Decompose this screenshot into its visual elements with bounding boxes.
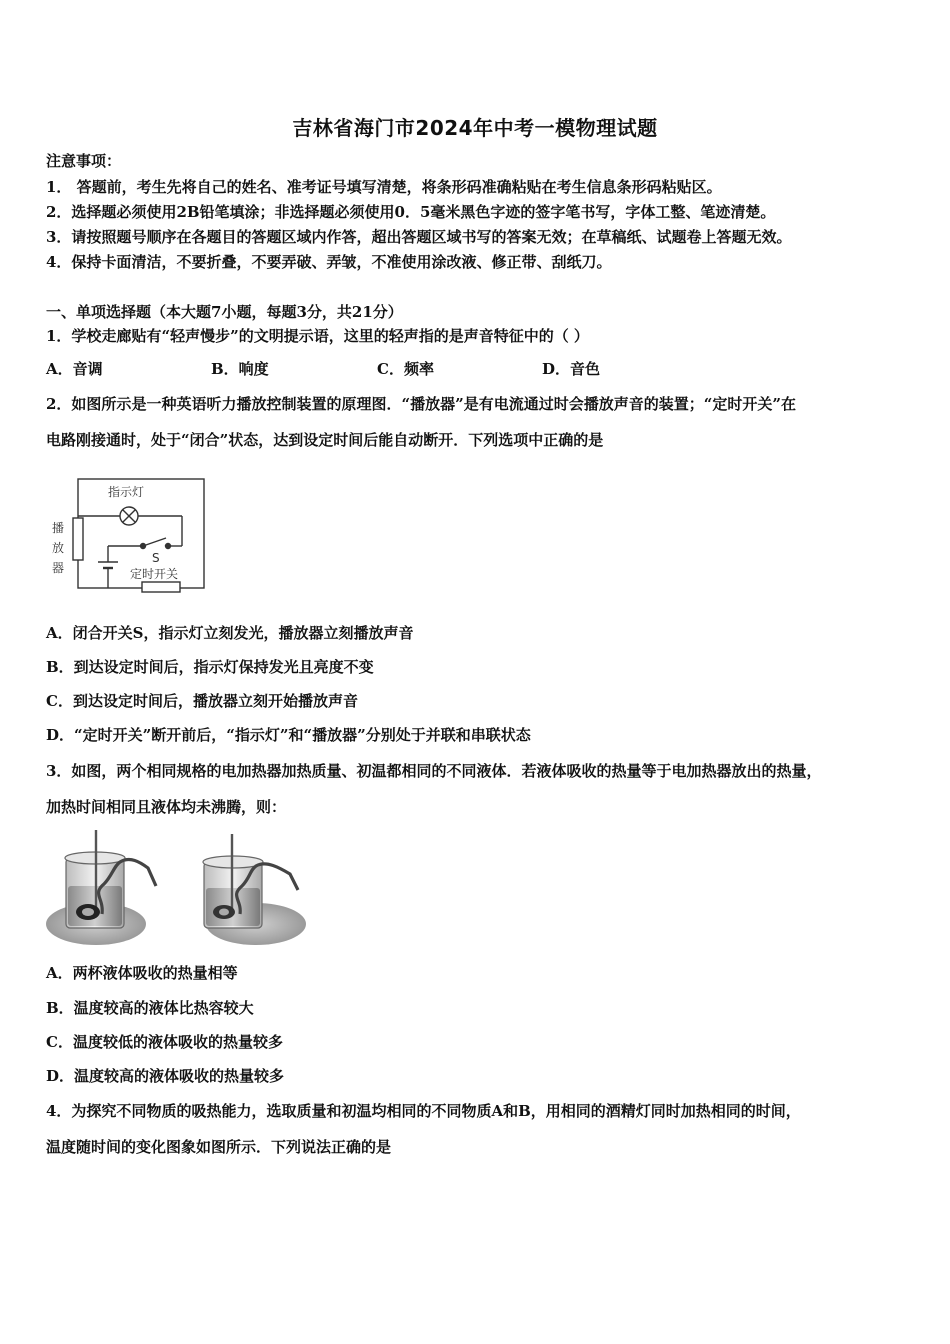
timer-switch-icon — [142, 582, 180, 592]
q2-option-d: D．“定时开关”断开前后，“指示灯”和“播放器”分别处于并联和串联状态 — [46, 726, 531, 744]
player-label-3: 器 — [52, 561, 65, 575]
q4-stem-line1: 4．为探究不同物质的吸热能力，选取质量和初温均相同的不同物质A和B，用相同的酒精灯同时加热相同的时间， — [46, 1102, 801, 1120]
right-beaker — [203, 834, 306, 945]
q3-beakers-figure — [44, 828, 306, 952]
switch-contact-right — [166, 544, 171, 549]
q1-option-b: B．响度 — [211, 360, 269, 378]
q1-stem: 1．学校走廊贴有“轻声慢步”的文明提示语，这里的轻声指的是声音特征中的（ ） — [46, 327, 589, 345]
notice-item-3: 3．请按照题号顺序在各题目的答题区域内作答，超出答题区域书写的答案无效；在草稿纸、试题卷上答题无效。 — [46, 228, 792, 246]
q2-option-c: C．到达设定时间后，播放器立刻开始播放声音 — [46, 692, 358, 710]
player-label-1: 播 — [52, 521, 65, 535]
q3-option-b: B．温度较高的液体比热容较大 — [46, 999, 254, 1017]
q1-option-d: D．音色 — [542, 360, 601, 378]
q3-option-c: C．温度较低的液体吸收的热量较多 — [46, 1033, 283, 1051]
player-label-2: 放 — [52, 541, 65, 555]
q3-option-a: A．两杯液体吸收的热量相等 — [46, 964, 238, 982]
notice-item-2: 2．选择题必须使用2B铅笔填涂；非选择题必须使用0．5毫米黑色字迹的签字笔书写，字体工整、笔迹清楚。 — [46, 203, 776, 221]
player-resistor-icon — [73, 518, 83, 560]
timer-label: 定时开关 — [130, 567, 179, 581]
notice-item-1: 1． 答题前，考生先将自己的姓名、准考证号填写清楚，将条形码准确粘贴在考生信息条形码粘贴区。 — [46, 178, 722, 196]
q1-option-a: A．音调 — [46, 360, 103, 378]
page-title: 吉林省海门市2024年中考一模物理试题 — [292, 116, 658, 140]
lamp-label: 指示灯 — [108, 485, 145, 499]
q3-stem-line1: 3．如图，两个相同规格的电加热器加热质量、初温都相同的不同液体．若液体吸收的热量等于电加热器放出的热量， — [46, 762, 822, 780]
q2-option-a: A．闭合开关S，指示灯立刻发光，播放器立刻播放声音 — [46, 624, 414, 642]
q2-option-b: B．到达设定时间后，指示灯保持发光且亮度不变 — [46, 658, 374, 676]
notice-item-4: 4．保持卡面清洁，不要折叠，不要弄破、弄皱，不准使用涂改液、修正带、刮纸刀。 — [46, 253, 612, 271]
switch-blade — [143, 538, 166, 546]
q2-stem-line2: 电路刚接通时，处于“闭合”状态，达到设定时间后能自动断开．下列选项中正确的是 — [46, 431, 604, 449]
section-heading: 一、单项选择题（本大题7小题，每题3分，共21分） — [46, 303, 403, 321]
q2-circuit-diagram — [48, 476, 210, 596]
q4-stem-line2: 温度随时间的变化图象如图所示．下列说法正确的是 — [46, 1138, 392, 1156]
q1-option-c: C．频率 — [377, 360, 434, 378]
notice-heading: 注意事项： — [46, 152, 122, 170]
switch-label: S — [152, 551, 160, 565]
left-beaker — [46, 830, 156, 945]
q3-option-d: D．温度较高的液体吸收的热量较多 — [46, 1067, 285, 1085]
q3-stem-line2: 加热时间相同且液体均未沸腾，则： — [46, 798, 287, 816]
q2-stem-line1: 2．如图所示是一种英语听力播放控制装置的原理图．“播放器”是有电流通过时会播放声音的装置；“定时开关”在 — [46, 395, 796, 413]
